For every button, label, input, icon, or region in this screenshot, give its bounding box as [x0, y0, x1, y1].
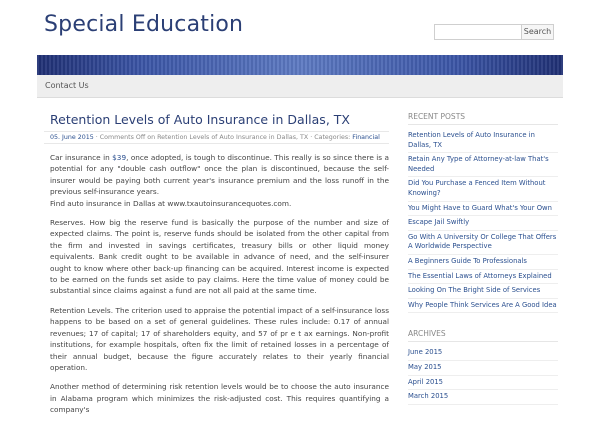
post-meta — [44, 131, 389, 144]
recent-post-link[interactable]: Retain Any Type of Attorney-at-law That's Needed — [408, 153, 558, 177]
price-link[interactable]: $39 — [112, 153, 127, 162]
nav-bar — [37, 75, 563, 98]
recent-post-link[interactable]: You Might Have to Guard What's Your Own — [408, 202, 558, 217]
recent-post-link[interactable]: Did You Purchase a Fenced Item Without Knowing? — [408, 177, 558, 201]
recent-post-link[interactable]: Go With A University Or College That Offers A Worldwide Perspective — [408, 231, 558, 255]
recent-posts-list — [408, 129, 558, 313]
nav-item-contact-us[interactable]: Contact Us — [45, 81, 89, 90]
recent-post-link[interactable]: The Essential Laws of Attorneys Explained — [408, 270, 558, 285]
site-title[interactable]: Special Education — [44, 12, 244, 37]
sidebar — [408, 112, 558, 405]
comments-on-text: on Retention Levels of Auto Insurance in Dallas, TX — [145, 134, 309, 141]
recent-post-link[interactable]: Escape Jail Swiftly — [408, 216, 558, 231]
paragraph-4: Another method of determining risk retention levels would be to choose the auto insurance in Alabama program which minimizes the risk-adjusted cost. This requires quantifying a company's — [50, 382, 389, 415]
categories-label: Categories: — [314, 134, 353, 141]
header-banner — [37, 55, 563, 75]
site-header — [0, 0, 600, 55]
recent-post-link[interactable]: Looking On The Bright Side of Services — [408, 284, 558, 299]
search-input[interactable] — [434, 24, 528, 40]
post-title[interactable]: Retention Levels of Auto Insurance in Dallas, TX — [50, 112, 350, 127]
archive-link[interactable]: March 2015 — [408, 390, 558, 405]
category-link-financial[interactable]: Financial — [352, 134, 380, 141]
recent-post-link[interactable]: Why People Think Services Are A Good Idea — [408, 299, 558, 314]
archive-link[interactable]: May 2015 — [408, 361, 558, 376]
recent-posts-widget — [408, 112, 558, 313]
archive-link[interactable]: June 2015 — [408, 346, 558, 361]
p1-line2: Find auto insurance in Dallas at www.txautoinsurancequotes.com. — [50, 198, 292, 208]
recent-post-link[interactable]: Retention Levels of Auto Insurance in Dallas, TX — [408, 129, 558, 153]
post-date-link[interactable]: 05. June 2015 — [50, 134, 94, 141]
archive-link[interactable]: April 2015 — [408, 376, 558, 391]
post-content — [44, 152, 389, 416]
comments-status: Comments Off — [99, 134, 146, 141]
p1-rest: , once adopted, is tough to discontinue. This really is so since there is a potential for any "double cash outflow" once the plan is discontinued, because the self-insurer would be paying both current year's insurance premium and the loss runoff in the previous self-insurance years. — [50, 153, 389, 197]
banner-pattern — [37, 55, 563, 75]
recent-posts-title: RECENT POSTS — [408, 112, 558, 125]
meta-separator: · — [93, 134, 100, 141]
main-content — [44, 112, 389, 424]
search-button[interactable]: Search — [521, 24, 554, 40]
paragraph-2: Reserves. How big the reserve fund is basically the purpose of the number and size of expected claims. The point is, reserve funds should be isolated from the other capital from the firm and invested in savings certificates, treasury bills or other liquid money equivalents. Bank credit ought to be available in advance of need, and the self-insurer ought to know where other back-up financing can be acquired. Interest income is expected to be earned on the funds set aside to pay claims. Here the time value of money could be substantial since claims against a fund are not all paid at the same time. — [50, 218, 389, 296]
archives-title: ARCHIVES — [408, 329, 558, 342]
archives-widget — [408, 329, 558, 404]
paragraph-1 — [50, 152, 389, 209]
meta-separator: · — [308, 134, 315, 141]
paragraph-3: Retention Levels. The criterion used to appraise the potential impact of a self-insurance loss happens to be based on a set of general guidelines. These rules include: 0.17 of annual revenues; 17 of capital; 17 of shareholders equity, and 57 of pr e t ax earnings. Non-profit institutions, for example hospitals, often fix the limit of retained losses in a percentage of their annual budget, because the figure accurately relates to their yearly financial operation. — [50, 305, 389, 372]
recent-post-link[interactable]: A Beginners Guide To Professionals — [408, 255, 558, 270]
archives-list — [408, 346, 558, 404]
p1-start: Car insurance in — [50, 153, 113, 162]
